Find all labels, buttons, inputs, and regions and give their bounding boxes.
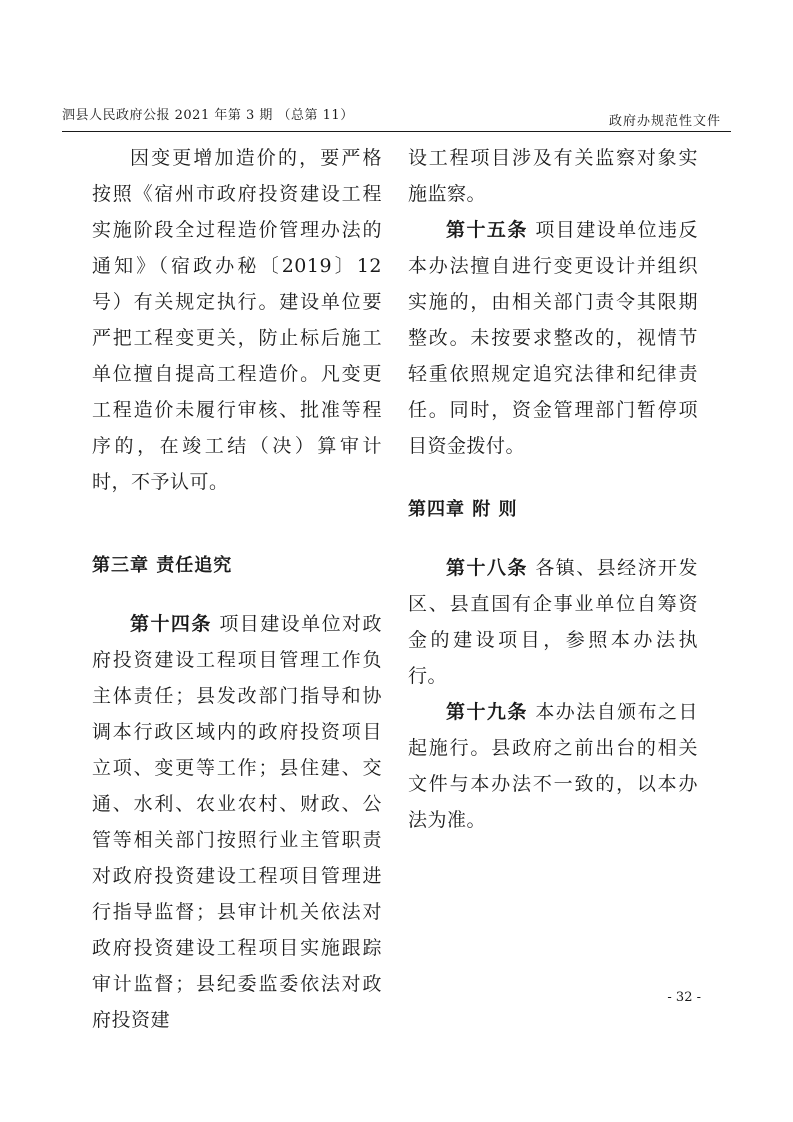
spacer xyxy=(408,536,698,550)
article-15-title: 第十五条 xyxy=(446,219,528,241)
article-18-body: 各镇、县经济开发区、县直国有企事业单位自筹资金的建设项目，参照本办法执行。 xyxy=(408,557,698,687)
document-type-label: 政府办规范性文件 xyxy=(608,114,721,129)
chapter-3-heading: 第三章 责任追究 xyxy=(92,555,233,576)
article-15 xyxy=(408,212,698,464)
article-19-title: 第十九条 xyxy=(446,701,528,723)
article-15-body: 项目建设单位违反本办法擅自进行变更设计并组织实施的，由相关部门责令其限期整改。未按要求整改的，视情节轻重依照规定追究法律和纪律责任。同时，资金管理部门暂停项目资金拨付。 xyxy=(408,219,698,457)
spacer xyxy=(408,464,698,484)
article-19 xyxy=(408,694,698,838)
left-column xyxy=(92,140,382,1038)
spacer xyxy=(92,596,382,606)
chapter-4-heading: 第四章 附 则 xyxy=(408,499,518,520)
paragraph-continued: 设工程项目涉及有关监察对象实施监察。 xyxy=(408,147,698,205)
right-column xyxy=(408,140,698,838)
article-19-body: 本办法自颁布之日起施行。县政府之前出台的相关文件与本办法不一致的，以本办法为准。 xyxy=(408,701,698,831)
bulletin-header: 泗县人民政府公报 2021 年第 3 期 （总第 11） xyxy=(62,108,354,123)
article-18 xyxy=(408,550,698,694)
paragraph-cost-change: 因变更增加造价的，要严格按照《宿州市政府投资建设工程实施阶段全过程造价管理办法的通知》（宿政办秘〔2019〕12号）有关规定执行。建设单位要严把工程变更关，防止标后施工单位擅自提高工程造价。凡变更工程造价未履行审核、批准等程序的，在竣工结（决）算审计时，不予认可。 xyxy=(92,147,382,493)
article-14-body: 项目建设单位对政府投资建设工程项目管理工作负主体责任；县发改部门指导和协调本行政区域内的政府投资项目立项、变更等工作；县住建、交通、水利、农业农村、财政、公管等相关部门按照行业主管职责对政府投资建设工程项目管理进行指导监督；县审计机关依法对政府投资建设工程项目实施跟踪审计监督；县纪委监委依法对政府投资建 xyxy=(92,613,382,1031)
page-number: - 32 - xyxy=(667,990,701,1005)
article-14 xyxy=(92,606,382,1038)
header-divider xyxy=(62,131,731,132)
article-14-title: 第十四条 xyxy=(130,613,212,635)
spacer xyxy=(92,500,382,536)
article-18-title: 第十八条 xyxy=(446,557,528,579)
